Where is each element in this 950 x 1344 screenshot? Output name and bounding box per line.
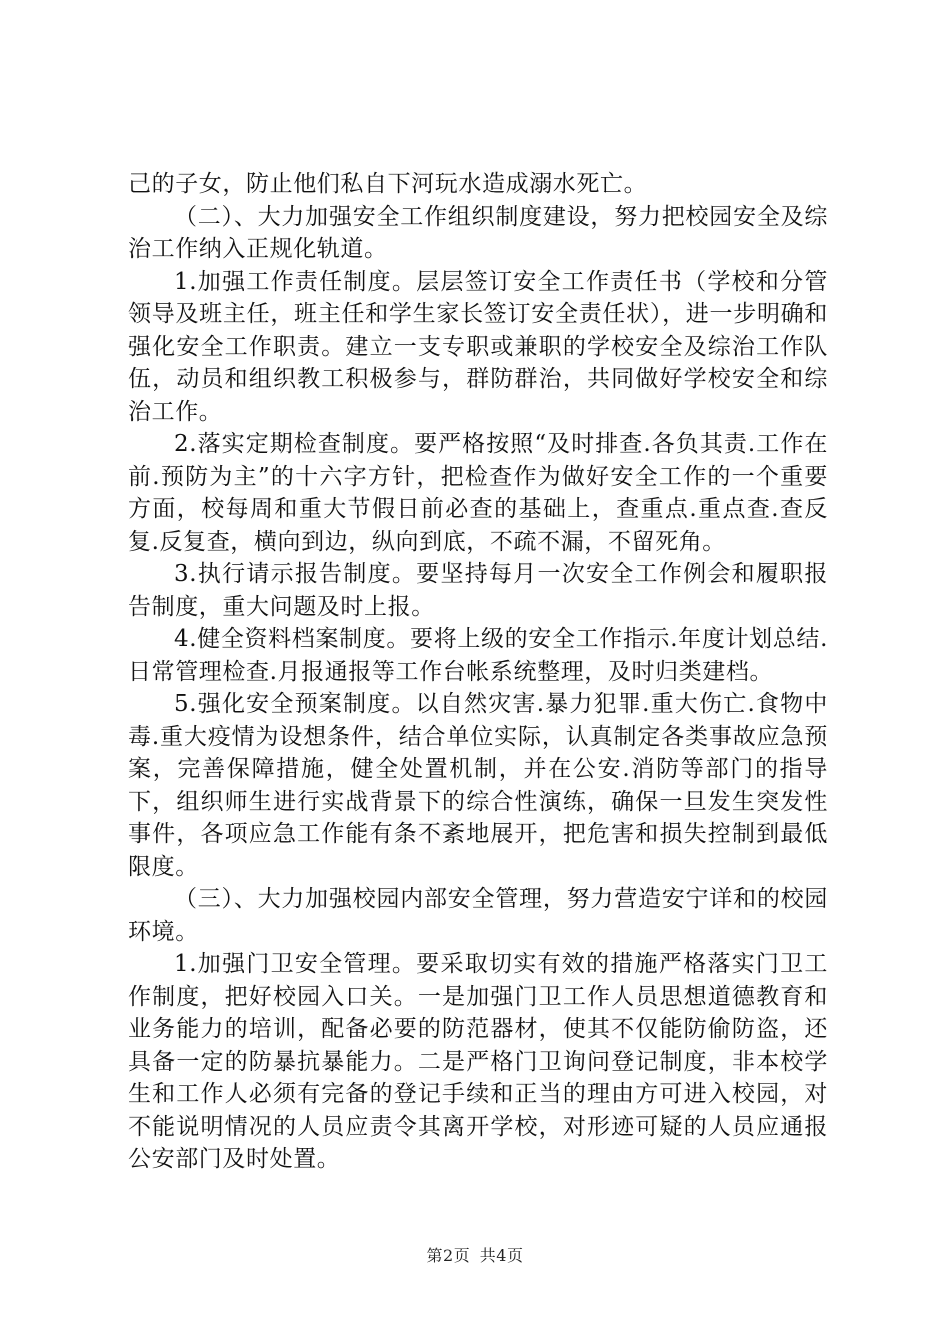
paragraph-item-1: 1.加强工作责任制度。层层签订安全工作责任书（学校和分管领导及班主任，班主任和学生家长签订安全责任状），进一步明确和强化安全工作职责。建立一支专职或兼职的学校安全及综治工作队伍，动员和组织教工积极参与，群防群治，共同做好学校安全和综治工作。 <box>128 268 828 425</box>
section-heading-3: （三）、大力加强校园内部安全管理，努力营造安宁详和的校园环境。 <box>128 886 828 945</box>
page-total: 共4页 <box>479 1246 524 1265</box>
paragraph-item-2: 2.落实定期检查制度。要严格按照“及时排查.各负其责.工作在前.预防为主”的十六字方针，把检查作为做好安全工作的一个重要方面，校每周和重大节假日前必查的基础上，查重点.重点查.查反复.反复查，横向到边，纵向到底，不疏不漏，不留死角。 <box>128 431 828 555</box>
document-body <box>128 168 828 1176</box>
paragraph-item-4: 4.健全资料档案制度。要将上级的安全工作指示.年度计划总结.日常管理检查.月报通报等工作台帐系统整理，及时归类建档。 <box>128 626 828 685</box>
paragraph-item-3: 3.执行请示报告制度。要坚持每月一次安全工作例会和履职报告制度，重大问题及时上报。 <box>128 561 828 620</box>
page-number: 第2页 <box>426 1246 471 1265</box>
paragraph-item-5: 5.强化安全预案制度。以自然灾害.暴力犯罪.重大伤亡.食物中毒.重大疫情为设想条件，结合单位实际，认真制定各类事故应急预案，完善保障措施，健全处置机制，并在公安.消防等部门的指导下，组织师生进行实战背景下的综合性演练，确保一旦发生突发性事件，各项应急工作能有条不紊地展开，把危害和损失控制到最低限度。 <box>128 691 828 880</box>
page-footer <box>0 1243 950 1266</box>
section-heading-2: （二）、大力加强安全工作组织制度建设，努力把校园安全及综治工作纳入正规化轨道。 <box>128 203 828 262</box>
paragraph-continuation: 己的子女，防止他们私自下河玩水造成溺水死亡。 <box>128 171 648 197</box>
paragraph-item-3-1: 1.加强门卫安全管理。要采取切实有效的措施严格落实门卫工作制度，把好校园入口关。一是加强门卫工作人员思想道德教育和业务能力的培训，配备必要的防范器材，使其不仅能防偷防盗，还具备一定的防暴抗暴能力。二是严格门卫询问登记制度，非本校学生和工作人必须有完备的登记手续和正当的理由方可进入校园，对不能说明情况的人员应责令其离开学校，对形迹可疑的人员应通报公安部门及时处置。 <box>128 951 828 1172</box>
